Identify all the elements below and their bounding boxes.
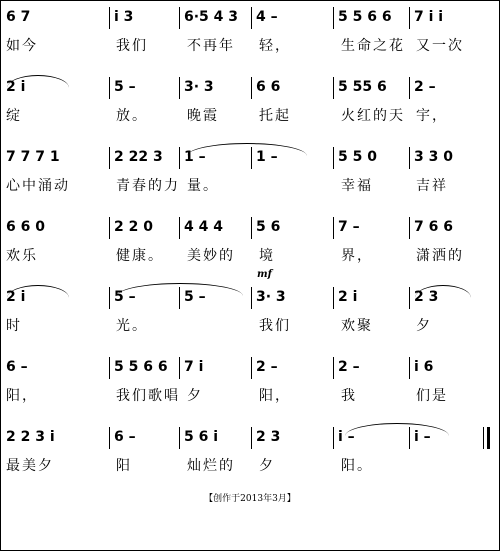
notes: 6 6 0 <box>6 219 45 235</box>
notes: 6·5 4 3 <box>184 9 239 25</box>
notes: 1 – <box>256 149 278 165</box>
barline <box>251 217 252 239</box>
lyric: 放。 <box>116 108 148 124</box>
notes: 7 6 6 <box>414 219 453 235</box>
barline <box>179 7 180 29</box>
lyric: 吉祥 <box>416 178 448 194</box>
final-barline-thick <box>487 427 490 449</box>
lyric: 晚霞 <box>187 108 219 124</box>
notes: 3· 3 <box>256 289 286 305</box>
lyric: 量。 <box>187 178 219 194</box>
notes: 5 5 6 6 <box>114 359 168 375</box>
notes: 5 5 0 <box>338 149 377 165</box>
barline <box>179 217 180 239</box>
barline <box>333 7 334 29</box>
lyric: 又一次 <box>416 38 464 54</box>
barline <box>409 357 410 379</box>
notes: 4 4 4 <box>184 219 223 235</box>
notes: 5 – <box>114 79 136 95</box>
lyric: 夕 <box>416 318 432 334</box>
notes: 4 – <box>256 9 278 25</box>
lyric: 幸福 <box>341 178 373 194</box>
lyric: 阳 <box>116 458 132 474</box>
lyric: 托起 <box>259 108 291 124</box>
barline <box>333 77 334 99</box>
barline <box>251 147 252 169</box>
notes: 2 22 3 <box>114 149 163 165</box>
lyric: 阳， <box>6 388 38 404</box>
score-system-5 <box>1 269 499 347</box>
composition-date-note: 【创作于2013年3月】 <box>204 494 296 504</box>
notes: 2 i <box>338 289 358 305</box>
notes: 5 6 i <box>184 429 219 445</box>
lyric: 境 <box>259 248 275 264</box>
barline <box>251 287 252 309</box>
notes: 2 i <box>6 79 26 95</box>
lyric: 我 <box>341 388 357 404</box>
barline <box>179 147 180 169</box>
notes: 6 – <box>6 359 28 375</box>
notes: 6 7 <box>6 9 31 25</box>
lyric: 阳， <box>259 388 291 404</box>
lyric: 阳。 <box>341 458 373 474</box>
tie <box>345 423 449 436</box>
barline <box>109 217 110 239</box>
notes: 7 i <box>184 359 204 375</box>
notes: 3 3 0 <box>414 149 453 165</box>
notes: i – <box>338 429 355 445</box>
lyric: 最美夕 <box>6 458 54 474</box>
lyric: 夕 <box>259 458 275 474</box>
lyric: 火红的天 <box>341 108 405 124</box>
lyric: 潇洒的 <box>416 248 464 264</box>
lyric: 美妙的 <box>187 248 235 264</box>
barline <box>109 147 110 169</box>
barline <box>109 357 110 379</box>
notes: 2 – <box>338 359 360 375</box>
barline <box>179 287 180 309</box>
lyric: 心中涌动 <box>6 178 70 194</box>
barline <box>333 147 334 169</box>
lyric: 轻， <box>259 38 291 54</box>
notes: 5 – <box>184 289 206 305</box>
lyric: 青春的力 <box>116 178 180 194</box>
lyric: 如今 <box>6 38 38 54</box>
barline <box>179 77 180 99</box>
barline <box>409 427 410 449</box>
lyric: 欢乐 <box>6 248 38 264</box>
notes: 5 6 <box>256 219 281 235</box>
lyric: 健康。 <box>116 248 164 264</box>
barline <box>109 77 110 99</box>
notes: i 3 <box>114 9 134 25</box>
notes: 6 6 <box>256 79 281 95</box>
lyric: 宇， <box>416 108 448 124</box>
lyric: 生命之花 <box>341 38 405 54</box>
notes: 2 2 0 <box>114 219 153 235</box>
barline <box>179 427 180 449</box>
barline <box>409 287 410 309</box>
score-system-6 <box>1 351 499 417</box>
lyric: 光。 <box>116 318 148 334</box>
notes: 2 – <box>256 359 278 375</box>
notes: 3· 3 <box>184 79 214 95</box>
barline <box>409 7 410 29</box>
lyric: 不再年 <box>187 38 235 54</box>
notes: 7 7 7 1 <box>6 149 60 165</box>
score-system-7 <box>1 421 499 487</box>
barline <box>333 287 334 309</box>
lyric: 绽 <box>6 108 22 124</box>
barline <box>179 357 180 379</box>
score-system-2 <box>1 71 499 137</box>
notes: 2 – <box>414 79 436 95</box>
score-system-3 <box>1 141 499 207</box>
notes: 2 3 <box>414 289 439 305</box>
notes: 2 i <box>6 289 26 305</box>
notes: i – <box>414 429 431 445</box>
barline <box>251 7 252 29</box>
barline <box>109 287 110 309</box>
lyric: 欢聚 <box>341 318 373 334</box>
final-barline-thin <box>483 427 484 449</box>
barline <box>251 77 252 99</box>
notes: 2 3 <box>256 429 281 445</box>
barline <box>109 7 110 29</box>
dynamic-mark: mf <box>257 269 272 280</box>
barline <box>251 427 252 449</box>
barline <box>251 357 252 379</box>
notes: 7 – <box>338 219 360 235</box>
barline <box>409 147 410 169</box>
barline <box>333 217 334 239</box>
lyric: 界， <box>341 248 373 264</box>
notes: i 6 <box>414 359 434 375</box>
score-system-1 <box>1 1 499 67</box>
notes: 5 5 6 6 <box>338 9 392 25</box>
score-system-4 <box>1 211 499 277</box>
barline <box>109 427 110 449</box>
barline <box>333 427 334 449</box>
notes: 5 – <box>114 289 136 305</box>
lyric: 我们 <box>116 38 148 54</box>
lyric: 们是 <box>416 388 448 404</box>
notes: 5 55 6 <box>338 79 387 95</box>
notes: 1 – <box>184 149 206 165</box>
tie <box>117 283 243 296</box>
notes: 6 – <box>114 429 136 445</box>
barline <box>409 217 410 239</box>
notes: 7 i i <box>414 9 444 25</box>
lyric: 我们 <box>259 318 291 334</box>
lyric: 时 <box>6 318 22 334</box>
lyric: 我们歌唱 <box>116 388 180 404</box>
lyric: 夕 <box>187 388 203 404</box>
lyric: 灿烂的 <box>187 458 235 474</box>
barline <box>409 77 410 99</box>
notes: 2 2 3 i <box>6 429 55 445</box>
barline <box>333 357 334 379</box>
